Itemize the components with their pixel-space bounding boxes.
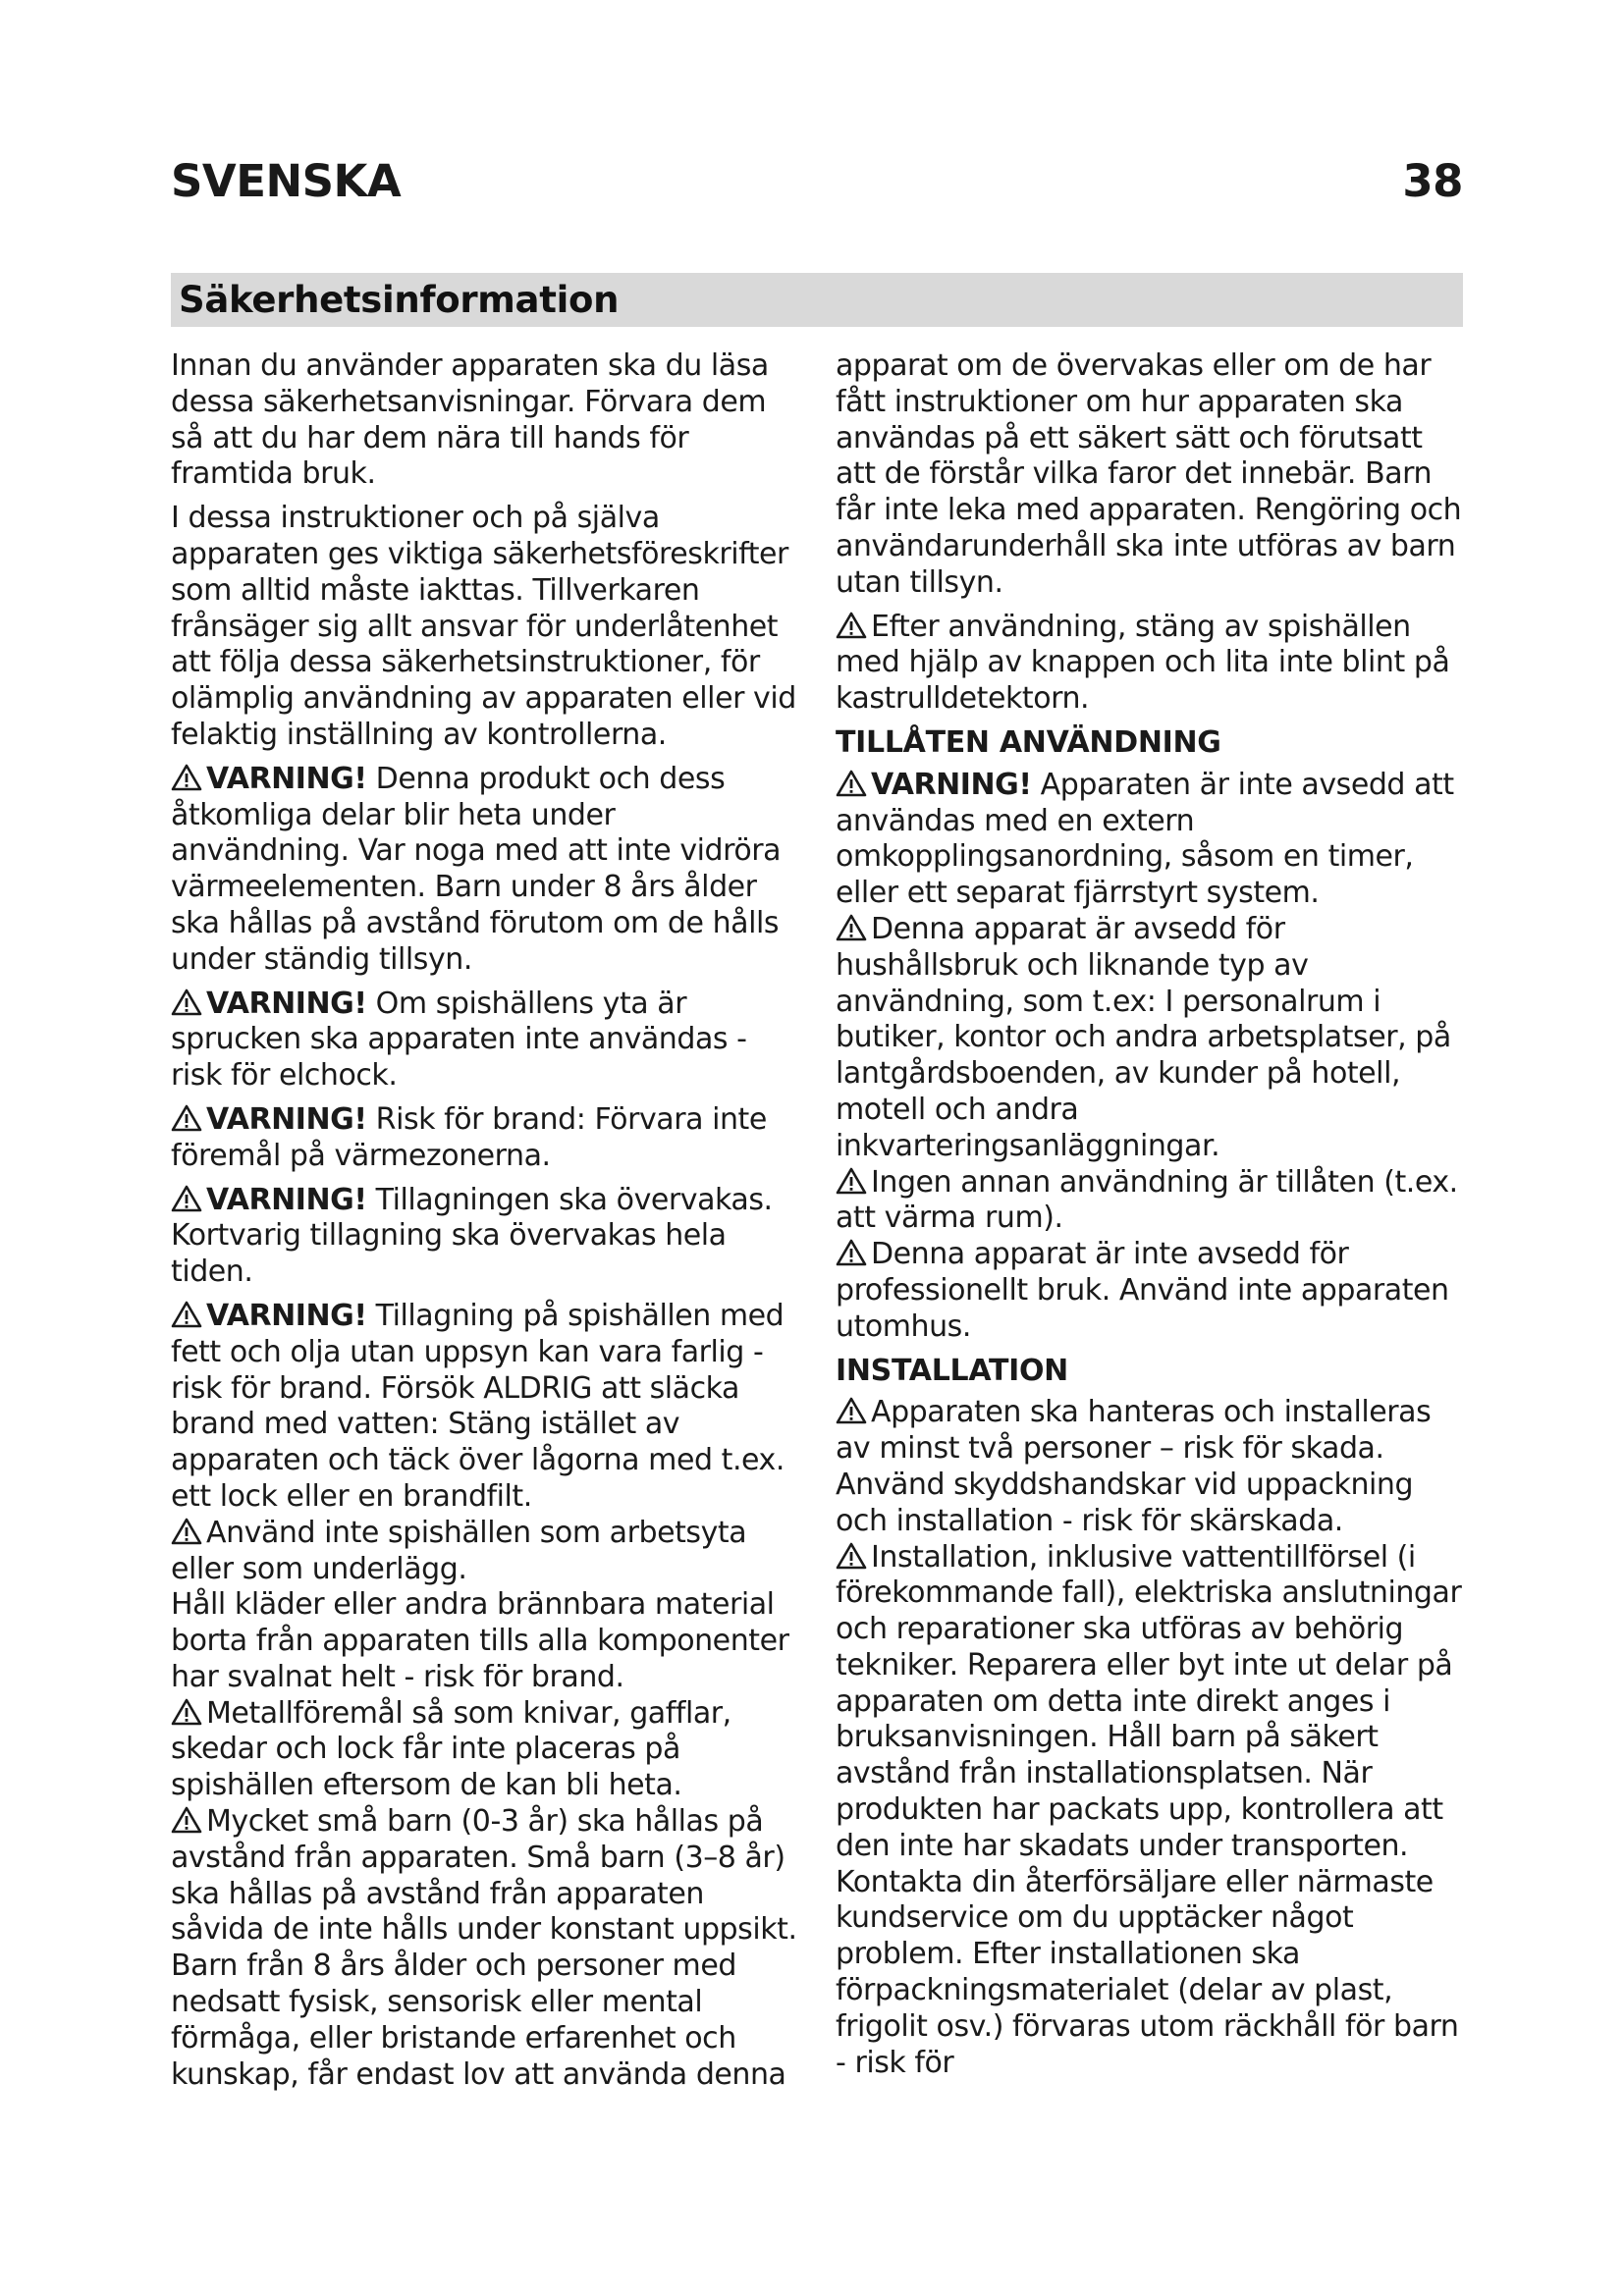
page-number: 38 (1402, 155, 1463, 207)
notice-text: Mycket små barn (0-3 år) ska hållas på avstånd från apparaten. Små barn (3–8 år) ska hållas på avstånd från apparaten såvida de inte hålls under konstant uppsikt. Barn från 8 års ålder och personer med nedsatt fysisk, sensorisk eller mental förmåga, eller bristande erfarenhet och kunskap, får endast lov att använda denna (171, 1804, 797, 2092)
warning-paragraph (171, 987, 799, 1095)
warning-paragraph (171, 1299, 799, 1516)
section-heading-bar (171, 273, 1463, 327)
notice-text: Efter användning, stäng av spishällen med hjälp av knappen och lita inte blint på kastrulldetektorn. (836, 609, 1450, 717)
warning-paragraph (171, 1102, 799, 1175)
warning-triangle-icon (836, 1167, 867, 1195)
notice-text: Apparaten ska hanteras och installeras av minst två personer – risk för skada. Använd skyddshandskar vid uppackning och installation - risk för skärskada. (836, 1395, 1432, 1538)
notice-paragraph (171, 1804, 799, 2093)
notice-paragraph (836, 1165, 1464, 1238)
warning-triangle-icon (171, 1518, 202, 1545)
notice-paragraph (836, 1237, 1464, 1345)
notice-paragraph (836, 610, 1464, 718)
notice-paragraph (171, 1516, 799, 1588)
warning-text: Tillagningen ska övervakas. Kortvarig tillagning ska övervakas hela tiden. (171, 1182, 773, 1290)
warning-text: Apparaten är inte avsedd att användas med en extern omkopplingsanordning, såsom en timer, eller ett separat fjärrstyrt system. (836, 767, 1454, 911)
warning-label: VARNING! (871, 767, 1032, 802)
warning-text: Tillagning på spishällen med fett och olja utan uppsyn kan vara farlig - risk för brand. Försök ALDRIG att släcka brand med vatten: Stäng istället av apparaten och täck över lågorna med t.ex. ett lock eller en brandfilt. (171, 1298, 785, 1514)
warning-triangle-icon (836, 914, 867, 941)
warning-label: VARNING! (206, 761, 367, 796)
warning-triangle-icon (171, 1185, 202, 1212)
warning-paragraph (171, 1183, 799, 1291)
notice-paragraph (836, 912, 1464, 1165)
subheading-installation: INSTALLATION (836, 1353, 1068, 1388)
subheading-permitted-use: TILLÅTEN ANVÄNDNING (836, 724, 1221, 760)
continued-paragraph: apparat om de övervakas eller om de har fått instruktioner om hur apparaten ska användas på ett säkert sätt och förutsatt att de förstår vilka faror det innebär. Barn får inte leka med apparaten. Rengöring och användarunderhåll ska inte utföras av barn utan tillsyn. (836, 348, 1462, 600)
warning-text: Denna produkt och dess åtkomliga delar blir heta under användning. Var noga med att inte vidröra värmeelementen. Barn under 8 års ålder ska hållas på avstånd förutom om de hålls under ständig tillsyn. (171, 761, 782, 977)
section-title: Säkerhetsinformation (179, 279, 620, 321)
warning-label: VARNING! (206, 1182, 367, 1217)
warning-triangle-icon (836, 1397, 867, 1424)
page-header (171, 155, 1463, 207)
warning-triangle-icon (171, 764, 202, 791)
warning-text: Risk för brand: Förvara inte föremål på värmezonerna. (171, 1101, 767, 1173)
warning-triangle-icon (836, 1239, 867, 1266)
warning-triangle-icon (836, 1542, 867, 1570)
notice-paragraph (836, 1540, 1464, 2082)
warning-triangle-icon (836, 612, 867, 639)
warning-triangle-icon (171, 988, 202, 1016)
warning-triangle-icon (171, 1104, 202, 1132)
notice-paragraph (171, 1696, 799, 1804)
notice-text: Använd inte spishällen som arbetsyta eller som underlägg. (171, 1515, 747, 1586)
notice-text: Denna apparat är avsedd för hushållsbruk och liknande typ av användning, som t.ex: I personalrum i butiker, kontor och andra arbetsplatser, på lantgårdsboenden, av kunder på hotell, motell och andra inkvarteringsanläggningar. (836, 911, 1451, 1163)
notice-text: Denna apparat är inte avsedd för professionellt bruk. Använd inte apparaten utomhus. (836, 1237, 1449, 1344)
warning-text: Om spishällens yta är sprucken ska apparaten inte användas - risk för elchock. (171, 986, 747, 1094)
notice-text: Installation, inklusive vattentillförsel (i förekommande fall), elektriska anslutningar och reparationer ska utföras av behörig tekniker. Reparera eller byt inte ut delar på apparaten om detta inte direkt anges i bruksanvisningen. Håll barn på säkert avstånd från installationsplatsen. När produkten har packats upp, kontrollera att den inte har skadats under transporten. Kontakta din återförsäljare eller närmaste kundservice om du upptäcker något problem. Efter installationen ska förpackningsmaterialet (delar av plast, frigolit osv.) förvaras utom räckhåll för barn - risk för (836, 1539, 1462, 2080)
warning-paragraph (171, 762, 799, 979)
clothes-paragraph: Håll kläder eller andra brännbara material borta från apparaten tills alla komponenter har svalnat helt - risk för brand. (171, 1587, 789, 1694)
warning-triangle-icon (836, 770, 867, 797)
notice-text: Ingen annan användning är tillåten (t.ex. att värma rum). (836, 1164, 1458, 1236)
warning-label: VARNING! (206, 1298, 367, 1333)
left-column (171, 348, 799, 2093)
warning-paragraph (836, 768, 1464, 912)
instructions-paragraph: I dessa instruktioner och på själva apparaten ges viktiga säkerhetsföreskrifter som alltid måste iakttas. Tillverkaren frånsäger sig allt ansvar för underlåtenhet att följa dessa säkerhetsinstruktioner, för olämplig användning av apparaten eller vid felaktig inställning av kontrollerna. (171, 501, 796, 752)
warning-triangle-icon (171, 1301, 202, 1328)
warning-triangle-icon (171, 1806, 202, 1834)
intro-paragraph: Innan du använder apparaten ska du läsa dessa säkerhetsanvisningar. Förvara dem så att du har dem nära till hands för framtida bruk. (171, 348, 769, 492)
language-title: SVENSKA (171, 155, 402, 207)
notice-text: Metallföremål så som knivar, gafflar, skedar och lock får inte placeras på spishällen eftersom de kan bli heta. (171, 1695, 731, 1803)
notice-paragraph (836, 1395, 1464, 1539)
right-column (836, 348, 1464, 2081)
warning-label: VARNING! (206, 1101, 367, 1137)
warning-triangle-icon (171, 1698, 202, 1726)
warning-label: VARNING! (206, 986, 367, 1021)
